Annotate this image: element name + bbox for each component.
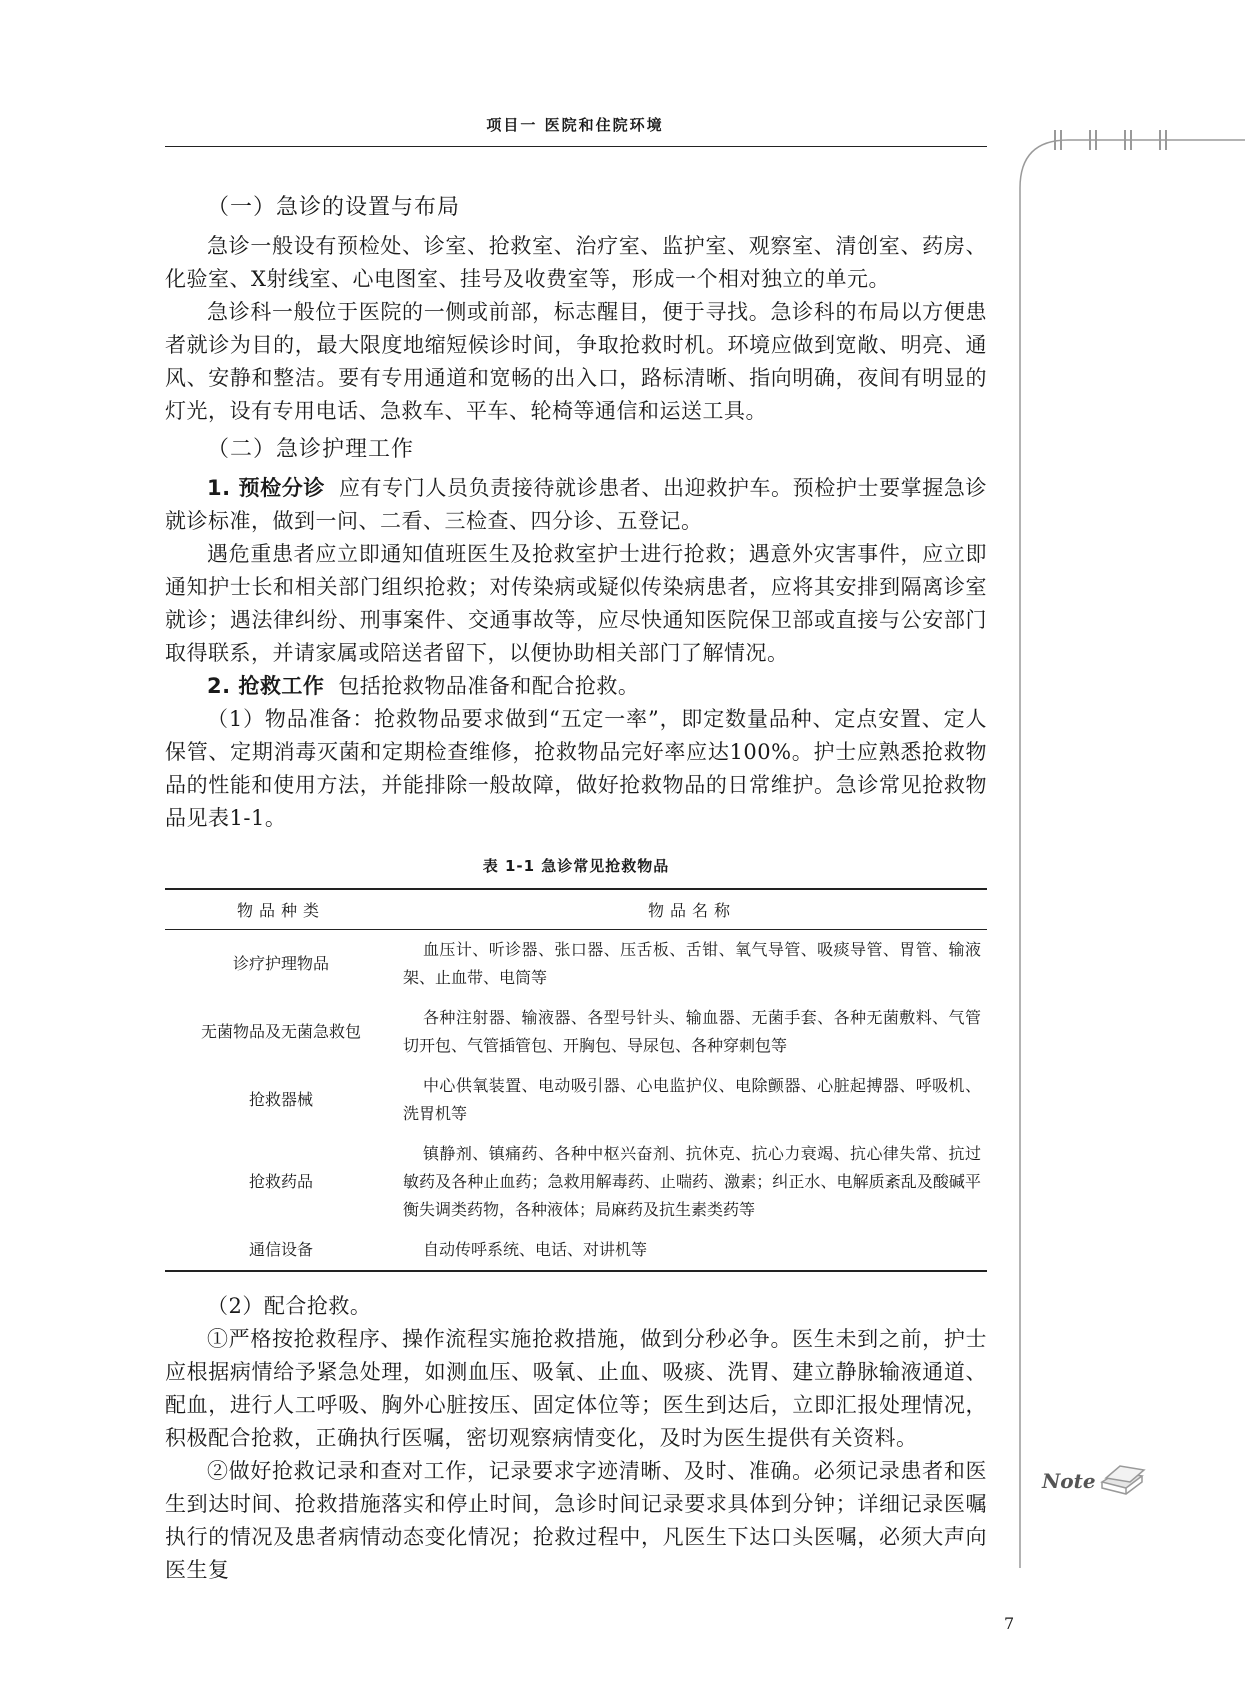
paragraph: （2）配合抢救。 [207, 1294, 372, 1318]
paragraph: 遇危重患者应立即通知值班医生及抢救室护士进行抢救；遇意外灾害事件，应立即通知护士长和相关部门组织抢救；对传染病或疑似传染病患者，应将其安排到隔离诊室就诊；遇法律纠纷、刑事案件、交通事故等，应尽快通知医院保卫部或直接与公安部门取得联系，并请家属或陪送者留下，以便协助相关部门了解情况。 [165, 542, 987, 665]
page-number: 7 [1004, 1614, 1015, 1633]
paragraph: 急诊一般设有预检处、诊室、抢救室、治疗室、监护室、观察室、清创室、药房、化验室、X射线室、心电图室、挂号及收费室等，形成一个相对独立的单元。 [165, 234, 987, 291]
table-cell-items: 血压计、听诊器、张口器、压舌板、舌钳、氧气导管、吸痰导管、胃管、输液架、止血带、电筒等 [403, 940, 981, 987]
note-label: Note [1042, 1469, 1096, 1493]
table-row [165, 1134, 987, 1230]
item-text: 包括抢救物品准备和配合抢救。 [338, 674, 640, 698]
book-icon [1102, 1466, 1144, 1494]
table-cell-category: 抢救器械 [248, 1090, 313, 1109]
column-header: 物品名称 [397, 889, 987, 930]
running-header: 项目一 医院和住院环境 [486, 116, 664, 134]
paragraph: ②做好抢救记录和查对工作，记录要求字迹清晰、及时、准确。必须记录患者和医生到达时间、抢救措施落实和停止时间，急诊时间记录要求具体到分钟；详细记录医嘱执行的情况及患者病情动态变化情况；抢救过程中，凡医生下达口头医嘱，必须大声向医生复 [165, 1459, 987, 1582]
table-cell-category: 通信设备 [165, 1230, 397, 1271]
table-row [165, 1230, 987, 1271]
table-caption: 表 1-1 急诊常见抢救物品 [482, 857, 670, 875]
table-row [165, 930, 987, 999]
paragraph: ①严格按抢救程序、操作流程实施抢救措施，做到分秒必争。医生未到之前，护士应根据病情给予紧急处理，如测血压、吸氧、止血、吸痰、洗胃、建立静脉输液通道、配血，进行人工呼吸、胸外心脏按压、固定体位等；医生到达后，立即汇报处理情况，积极配合抢救，正确执行医嘱，密切观察病情变化，及时为医生提供有关资料。 [165, 1327, 987, 1450]
rescue-supplies-table [165, 888, 987, 1272]
item-text: 应有专门人员负责接待就诊患者、出迎救护车。预检护士要掌握急诊就诊标准，做到一问、二看、三检查、四分诊、五登记。 [165, 476, 987, 533]
section-heading-setup: （一）急诊的设置与布局 [207, 195, 461, 220]
paragraph: 急诊科一般位于医院的一侧或前部，标志醒目，便于寻找。急诊科的布局以方便患者就诊为目的，最大限度地缩短候诊时间，争取抢救时机。环境应做到宽敞、明亮、通风、安静和整洁。要有专用通道和宽畅的出入口，路标清晰、指向明确，夜间有明显的灯光，设有专用电话、急救车、平车、轮椅等通信和运送工具。 [165, 300, 987, 423]
table-cell-items: 中心供氧装置、电动吸引器、心电监护仪、电除颤器、心脏起搏器、呼吸机、洗胃机等 [403, 1076, 981, 1123]
column-header: 物品种类 [165, 889, 397, 930]
item-lead: 1. 预检分诊 [207, 476, 325, 500]
table-row [165, 1066, 987, 1134]
table-header-row [165, 889, 987, 930]
table-cell-items: 自动传呼系统、电话、对讲机等 [397, 1230, 987, 1271]
section-heading-nursing: （二）急诊护理工作 [207, 437, 415, 462]
table-cell-items: 各种注射器、输液器、各型号针头、输血器、无菌手套、各种无菌敷料、气管切开包、气管插管包、开胸包、导尿包、各种穿刺包等 [403, 1008, 981, 1055]
paragraph-triage [165, 472, 987, 538]
paragraph-rescue [165, 670, 987, 703]
paragraph: （1）物品准备：抢救物品要求做到“五定一率”，即定数量品种、定点安置、定人保管、定期消毒灭菌和定期检查维修，抢救物品完好率应达100%。护士应熟悉抢救物品的性能和使用方法，并能排除一般故障，做好抢救物品的日常维护。急诊常见抢救物品见表1-1。 [165, 707, 987, 830]
table-cell-category: 无菌物品及无菌急救包 [200, 1022, 361, 1041]
item-lead: 2. 抢救工作 [207, 674, 325, 698]
header-rule [165, 146, 987, 147]
table-cell-category: 诊疗护理物品 [232, 954, 329, 973]
table-cell-category: 抢救药品 [248, 1172, 313, 1191]
main-content [165, 190, 987, 1587]
table-row [165, 998, 987, 1066]
margin-decoration [1000, 128, 1245, 1588]
table-cell-items: 镇静剂、镇痛药、各种中枢兴奋剂、抗休克、抗心力衰竭、抗心律失常、抗过敏药及各种止血药；急救用解毒药、止喘药、激素；纠正水、电解质紊乱及酸碱平衡失调类药物，各种液体；局麻药及抗生素类药等 [403, 1144, 981, 1219]
